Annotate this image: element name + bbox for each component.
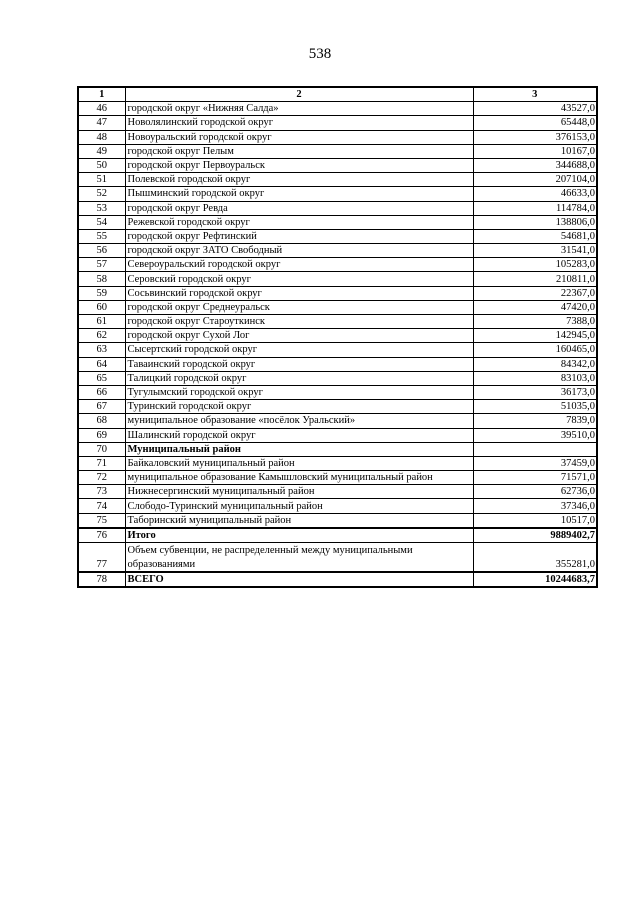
- row-number-cell: 55: [78, 229, 125, 243]
- row-value-cell: 65448,0: [473, 116, 597, 130]
- table-row: [78, 371, 597, 385]
- row-number-cell: 64: [78, 357, 125, 371]
- table-row: [78, 229, 597, 243]
- row-value-cell: 62736,0: [473, 485, 597, 499]
- row-name-cell: Серовский городской округ: [125, 272, 473, 286]
- row-number-cell: 65: [78, 371, 125, 385]
- row-name-cell: Таваинский городской округ: [125, 357, 473, 371]
- row-name-cell: Режевской городской округ: [125, 215, 473, 229]
- table-row: [78, 329, 597, 343]
- row-name-cell: городской округ Среднеуральск: [125, 300, 473, 314]
- row-number-cell: 77: [78, 543, 125, 573]
- row-name-cell: Объем субвенции, не распределенный между муниципальными образованиями: [125, 543, 473, 573]
- table-row: [78, 300, 597, 314]
- table-row: [78, 442, 597, 456]
- table-row: [78, 499, 597, 513]
- row-number-cell: 72: [78, 471, 125, 485]
- row-name-cell: муниципальное образование «посёлок Уральский»: [125, 414, 473, 428]
- row-name-cell: Туринский городской округ: [125, 400, 473, 414]
- row-number-cell: 50: [78, 158, 125, 172]
- table-row: [78, 400, 597, 414]
- page-number: 538: [308, 46, 332, 62]
- row-name-cell: Итого: [125, 528, 473, 543]
- row-value-cell: 84342,0: [473, 357, 597, 371]
- row-name-cell: Сысертский городской округ: [125, 343, 473, 357]
- row-name-cell: Североуральский городской округ: [125, 258, 473, 272]
- row-value-cell: 43527,0: [473, 102, 597, 116]
- row-name-cell: городской округ Пелым: [125, 144, 473, 158]
- row-value-cell: 47420,0: [473, 300, 597, 314]
- row-value-cell: 10244683,7: [473, 572, 597, 587]
- row-value-cell: 10167,0: [473, 144, 597, 158]
- row-name-cell: Слободо-Туринский муниципальный район: [125, 499, 473, 513]
- row-value-cell: 51035,0: [473, 400, 597, 414]
- row-number-cell: 69: [78, 428, 125, 442]
- row-number-cell: 76: [78, 528, 125, 543]
- table-row: [78, 471, 597, 485]
- row-value-cell: 37346,0: [473, 499, 597, 513]
- row-name-cell: ВСЕГО: [125, 572, 473, 587]
- row-value-cell: [473, 442, 597, 456]
- header-col-value: 3: [473, 87, 597, 102]
- row-number-cell: 61: [78, 315, 125, 329]
- table-row: [78, 116, 597, 130]
- row-name-cell: Сосьвинский городской округ: [125, 286, 473, 300]
- table-row: [78, 485, 597, 499]
- table-row: [78, 414, 597, 428]
- row-name-cell: Муниципальный район: [125, 442, 473, 456]
- row-value-cell: 376153,0: [473, 130, 597, 144]
- row-value-cell: 210811,0: [473, 272, 597, 286]
- row-value-cell: 7839,0: [473, 414, 597, 428]
- table-row: [78, 456, 597, 470]
- row-value-cell: 54681,0: [473, 229, 597, 243]
- table-row: [78, 513, 597, 528]
- row-number-cell: 74: [78, 499, 125, 513]
- table-row: [78, 258, 597, 272]
- table-row: [78, 173, 597, 187]
- row-value-cell: 114784,0: [473, 201, 597, 215]
- row-number-cell: 63: [78, 343, 125, 357]
- row-name-cell: городской округ Первоуральск: [125, 158, 473, 172]
- row-name-cell: Пышминский городской округ: [125, 187, 473, 201]
- table-row: [78, 215, 597, 229]
- row-name-cell: городской округ Сухой Лог: [125, 329, 473, 343]
- table-row: [78, 343, 597, 357]
- row-name-cell: Новоуральский городской округ: [125, 130, 473, 144]
- row-name-cell: Таборинский муниципальный район: [125, 513, 473, 528]
- row-number-cell: 49: [78, 144, 125, 158]
- row-number-cell: 48: [78, 130, 125, 144]
- row-value-cell: 138806,0: [473, 215, 597, 229]
- row-value-cell: 344688,0: [473, 158, 597, 172]
- table-row: [78, 244, 597, 258]
- row-name-cell: Талицкий городской округ: [125, 371, 473, 385]
- row-value-cell: 10517,0: [473, 513, 597, 528]
- row-value-cell: 105283,0: [473, 258, 597, 272]
- row-value-cell: 83103,0: [473, 371, 597, 385]
- table-row: [78, 315, 597, 329]
- row-value-cell: 31541,0: [473, 244, 597, 258]
- row-number-cell: 59: [78, 286, 125, 300]
- table-row: [78, 572, 597, 587]
- row-number-cell: 66: [78, 385, 125, 399]
- table-header-row: [78, 87, 597, 102]
- row-number-cell: 73: [78, 485, 125, 499]
- row-number-cell: 47: [78, 116, 125, 130]
- row-number-cell: 52: [78, 187, 125, 201]
- row-name-cell: Нижнесергинский муниципальный район: [125, 485, 473, 499]
- row-value-cell: 142945,0: [473, 329, 597, 343]
- row-name-cell: Тугулымский городской округ: [125, 385, 473, 399]
- row-name-cell: Шалинский городской округ: [125, 428, 473, 442]
- row-number-cell: 51: [78, 173, 125, 187]
- row-value-cell: 160465,0: [473, 343, 597, 357]
- row-number-cell: 53: [78, 201, 125, 215]
- row-value-cell: 71571,0: [473, 471, 597, 485]
- row-number-cell: 68: [78, 414, 125, 428]
- row-name-cell: городской округ Староуткинск: [125, 315, 473, 329]
- table-row: [78, 543, 597, 573]
- table-row: [78, 528, 597, 543]
- row-value-cell: 36173,0: [473, 385, 597, 399]
- table-row: [78, 158, 597, 172]
- header-col-number: 1: [78, 87, 125, 102]
- row-number-cell: 54: [78, 215, 125, 229]
- row-number-cell: 71: [78, 456, 125, 470]
- table-row: [78, 187, 597, 201]
- row-number-cell: 58: [78, 272, 125, 286]
- row-name-cell: городской округ Ревда: [125, 201, 473, 215]
- table-row: [78, 428, 597, 442]
- row-number-cell: 46: [78, 102, 125, 116]
- table-row: [78, 130, 597, 144]
- row-name-cell: муниципальное образование Камышловский муниципальный район: [125, 471, 473, 485]
- row-value-cell: 22367,0: [473, 286, 597, 300]
- row-number-cell: 60: [78, 300, 125, 314]
- row-value-cell: 46633,0: [473, 187, 597, 201]
- header-col-name: 2: [125, 87, 473, 102]
- table-row: [78, 286, 597, 300]
- subsidy-table: [77, 86, 598, 588]
- row-number-cell: 78: [78, 572, 125, 587]
- row-number-cell: 67: [78, 400, 125, 414]
- row-value-cell: 39510,0: [473, 428, 597, 442]
- row-name-cell: городской округ Рефтинский: [125, 229, 473, 243]
- row-number-cell: 56: [78, 244, 125, 258]
- row-name-cell: городской округ ЗАТО Свободный: [125, 244, 473, 258]
- row-number-cell: 75: [78, 513, 125, 528]
- table-row: [78, 102, 597, 116]
- row-value-cell: 207104,0: [473, 173, 597, 187]
- table-row: [78, 385, 597, 399]
- row-value-cell: 9889402,7: [473, 528, 597, 543]
- row-value-cell: 355281,0: [473, 543, 597, 573]
- row-value-cell: 7388,0: [473, 315, 597, 329]
- table-row: [78, 272, 597, 286]
- row-name-cell: городской округ «Нижняя Салда»: [125, 102, 473, 116]
- row-value-cell: 37459,0: [473, 456, 597, 470]
- table-row: [78, 357, 597, 371]
- table-row: [78, 144, 597, 158]
- row-number-cell: 70: [78, 442, 125, 456]
- row-number-cell: 62: [78, 329, 125, 343]
- table-body: [78, 87, 597, 587]
- row-name-cell: Новолялинский городской округ: [125, 116, 473, 130]
- table-row: [78, 201, 597, 215]
- row-name-cell: Полевской городской округ: [125, 173, 473, 187]
- row-number-cell: 57: [78, 258, 125, 272]
- row-name-cell: Байкаловский муниципальный район: [125, 456, 473, 470]
